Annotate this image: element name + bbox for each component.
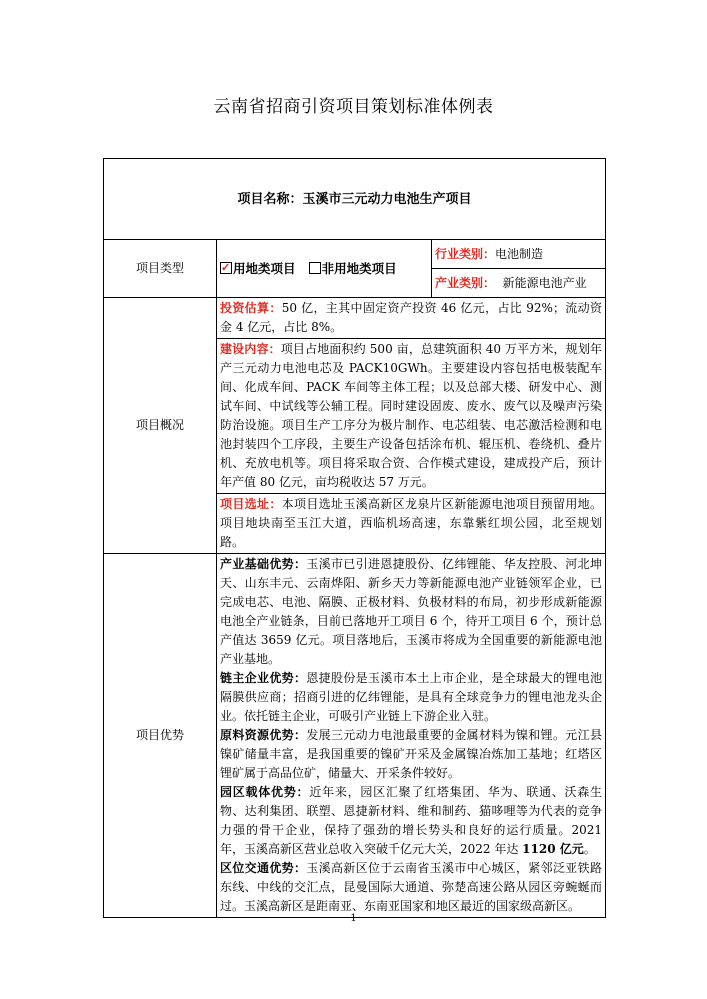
project-name-cell — [104, 159, 606, 240]
construction-text: 项目占地面积约 500 亩，总建筑面积 40 万平方米，规划年产三元动力电池电芯及 PACK10GWh。主要建设内容包括电极装配车间、化成车间、PACK 车间等主体工程；以及总部大楼、研发中心、测试车间、中试线等公辅工程。同时建设固废、废水、废气以及噪声污染防治设施。项目生产工序分为极片制作、电芯组装、电芯激活检测和电池封装四个工序段，主要生产设备包括涂布机、辊压机、卷绕机、叠片机、充放电机等。项目将采取合资、合作模式建设，建成投产后，预计年产值 80 亿元，亩均税收达 57 万元。 — [220, 342, 602, 489]
construction-label: 建设内容： — [220, 342, 281, 356]
project-name-label: 项目名称： — [237, 191, 303, 207]
sector-category-cell — [432, 269, 606, 298]
industry-base-paragraph — [220, 555, 602, 669]
park-revenue-value: 1120 亿元 — [522, 842, 584, 856]
sector-category-label: 产业类别： — [435, 275, 496, 290]
location-label: 区位交通优势： — [220, 861, 307, 875]
industry-base-text: 玉溪市已引进恩捷股份、亿纬锂能、华友控股、河北坤天、山东丰元、云南烨阳、新乡天力等新能源电池产业链领军企业，已完成电芯、电池、隔膜、正极材料、负极材料的布局，初步形成新能源电池全产业链条，目前已落地开工项目 6 个，待开工项目 6 个，预计总产值达 3659 亿元。项目落地后，玉溪市将成为全国重要的新能源电池产业基地。 — [220, 557, 602, 666]
industry-category-value: 电池制造 — [495, 246, 544, 261]
advantage-cell — [217, 554, 606, 918]
overview-label: 项目概况 — [104, 298, 217, 554]
chain-leader-label: 链主企业优势： — [220, 671, 307, 685]
page-number: 1 — [350, 913, 357, 924]
project-name: 玉溪市三元动力电池生产项目 — [302, 191, 472, 207]
project-type-label: 项目类型 — [104, 240, 217, 298]
advantage-label: 项目优势 — [104, 554, 217, 918]
industry-category-cell — [432, 240, 606, 269]
site-cell — [217, 494, 606, 554]
project-type-row-1 — [104, 240, 606, 269]
chain-leader-paragraph — [220, 669, 602, 726]
location-text: 玉溪高新区位于云南省玉溪市中心城区，紧邻泛亚铁路东线、中线的交汇点，昆曼国际大通道、弥楚高速公路从园区旁蜿蜒而过。玉溪高新区是距南亚、东南亚国家和地区最近的国家级高新区。 — [220, 861, 602, 913]
park-carrier-label: 园区载体优势： — [220, 785, 310, 799]
project-type-options — [217, 240, 432, 298]
investment-cell — [217, 298, 606, 339]
document-title: 云南省招商引资项目策划标准体例表 — [213, 97, 494, 117]
park-carrier-paragraph — [220, 783, 602, 859]
advantage-row — [104, 554, 606, 918]
raw-material-label: 原料资源优势： — [220, 728, 307, 742]
industry-category-label: 行业类别： — [435, 246, 496, 261]
site-text: 本项目选址玉溪高新区龙泉片区新能源电池项目预留用地。项目地块南至玉江大道，西临机场高速，东靠紫红坝公园，北至规划路。 — [220, 497, 602, 549]
site-label: 项目选址： — [220, 497, 282, 511]
park-carrier-text-end: 。 — [583, 842, 596, 856]
raw-material-text: 发展三元动力电池最重要的金属材料为镍和锂。元江县镍矿储量丰富，是我国重要的镍矿开采及金属镍冶炼加工基地；红塔区锂矿属于高品位矿，储量大、开采条件较好。 — [220, 728, 602, 780]
chain-leader-text: 恩捷股份是玉溪市本土上市企业，是全球最大的锂电池隔膜供应商；招商引进的亿纬锂能，是具有全球竞争力的锂电池龙头企业。依托链主企业，可吸引产业链上下游企业入驻。 — [220, 671, 602, 723]
project-name-row — [104, 159, 606, 240]
raw-material-paragraph — [220, 726, 602, 783]
investment-text: 50 亿，主其中固定资产投资 46 亿元，占比 92%；流动资金 4 亿元，占比 8%。 — [220, 301, 602, 334]
location-paragraph — [220, 859, 602, 916]
land-use-option-label: 用地类项目 — [233, 261, 296, 276]
sector-category-value: 新能源电池产业 — [502, 275, 587, 290]
construction-cell — [217, 339, 606, 494]
industry-base-label: 产业基础优势： — [220, 557, 307, 571]
project-table — [103, 158, 606, 918]
non-land-use-checkbox[interactable] — [309, 262, 321, 274]
park-carrier-text: 近年来，园区汇聚了红塔集团、华为、联通、沃森生物、达利集团、联塑、恩捷新材料、维和制药、猫哆哩等为代表的竞争力强的骨干企业，保持了强劲的增长势头和良好的运行质量。2021 年，玉溪高新区营业总收入突破千亿元大关，2022 年达 — [220, 785, 602, 856]
land-use-checkbox[interactable] — [220, 262, 232, 274]
non-land-use-option-label: 非用地类项目 — [321, 261, 397, 276]
overview-row-invest — [104, 298, 606, 339]
investment-label: 投资估算： — [220, 301, 282, 315]
